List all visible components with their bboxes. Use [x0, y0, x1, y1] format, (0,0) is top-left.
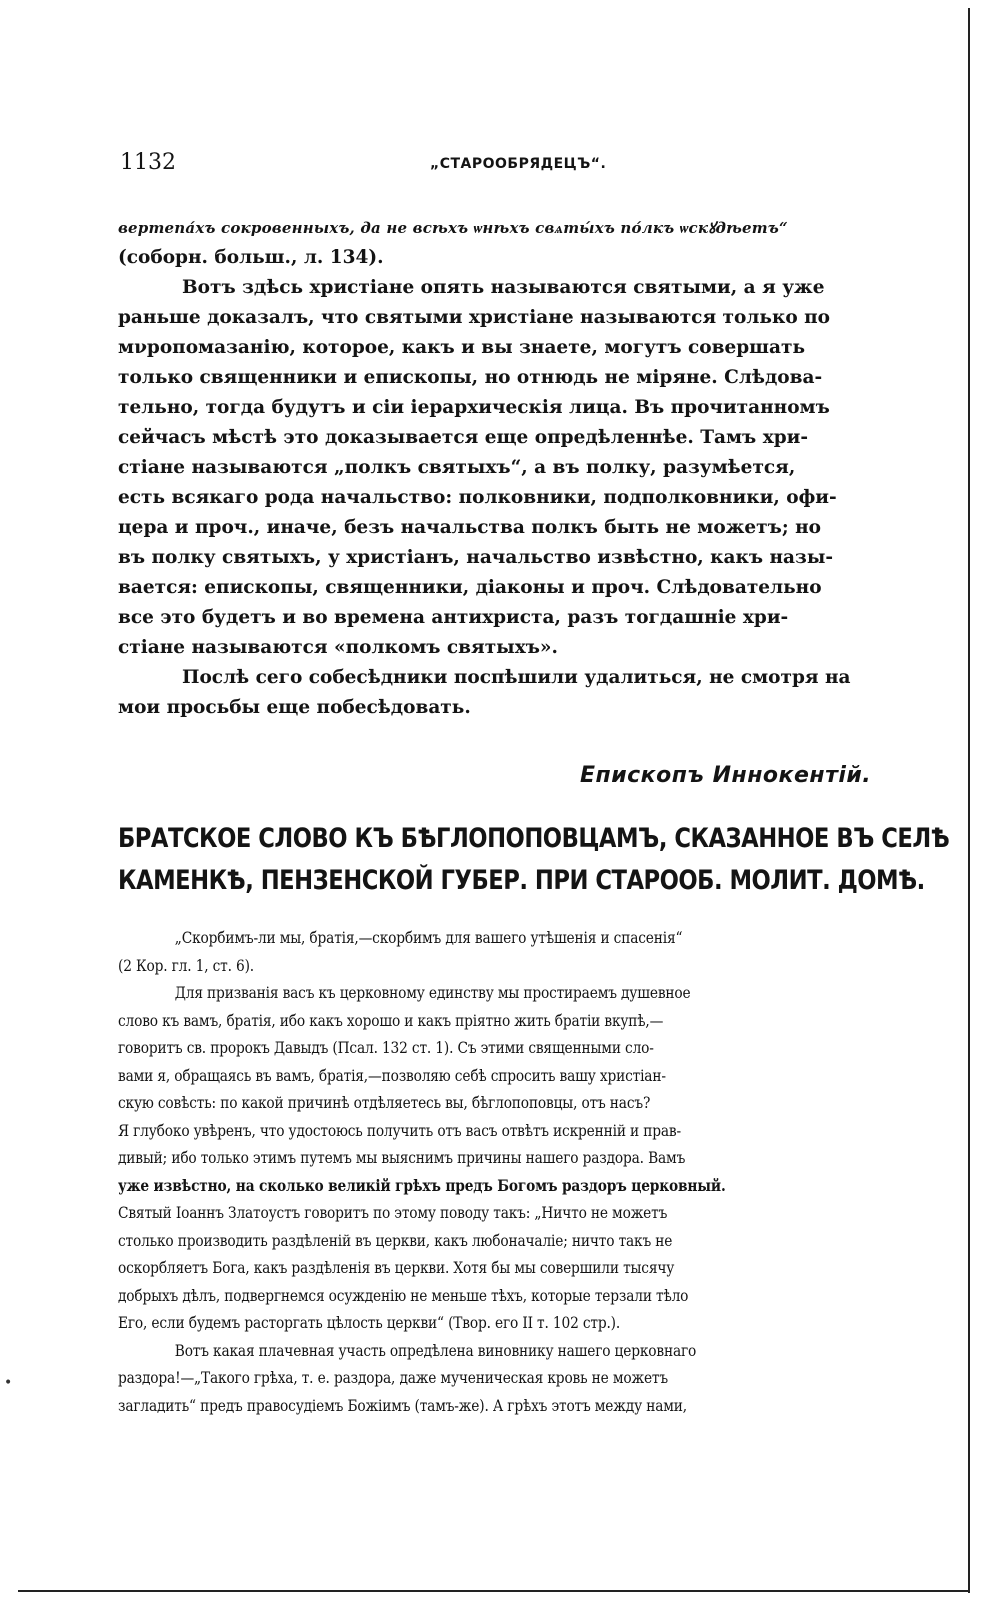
text-line: цера и проч., иначе, безъ начальства полкъ быть не можетъ; но [118, 517, 821, 538]
text-line: раньше доказалъ, что святыми христiане называются только по [118, 307, 830, 328]
signature: Епископъ Иннокентiй. [580, 763, 872, 788]
text-line: говоритъ св. пророкъ Давыдъ (Псал. 132 ст. 1). Съ этими священными сло- [118, 1038, 654, 1057]
section-heading [118, 818, 950, 902]
text-line: мνропомазанiю, которое, какъ и вы знаете, могутъ совершать [118, 337, 806, 358]
text-line: Вотъ здѣсь христiане опять называются святыми, а я уже [182, 277, 825, 298]
heading-line-2: КАМЕНКѢ, ПЕНЗЕНСКОЙ ГУБЕР. ПРИ СТАРООБ. МОЛИТ. ДОМѢ. [118, 865, 925, 896]
text-line: загладить“ предъ правосудiемъ Божiимъ (тамъ-же). А грѣхъ этотъ между нами, [118, 1395, 687, 1415]
page-edge-rule [968, 8, 970, 1593]
text-line: Вотъ какая плачевная участь опредѣлена виновнику нашего церковнаго [174, 1340, 697, 1360]
text-line: въ полку святыхъ, у христiанъ, начальство извѣстно, какъ назы- [118, 547, 834, 568]
text-line: раздора!—„Такого грѣха, т. е. раздора, даже мученическая кровь не можетъ [118, 1368, 668, 1387]
text-line: скую совѣсть: по какой причинѣ отдѣляетесь вы, бѣглопоповцы, отъ насъ? [118, 1093, 651, 1112]
article-body [118, 243, 908, 723]
epigraph-reference: (2 Кор. гл. 1, ст. 6). [118, 955, 254, 975]
running-title: „СТАРООБРЯДЕЦЪ“. [430, 156, 607, 172]
sermon-body [118, 924, 907, 1419]
text-line: только священники и епископы, но отнюдь не мiряне. Слѣдова- [118, 367, 823, 388]
text-line: уже извѣстно, на сколько великiй грѣхъ предъ Богомъ раздоръ церковный. [118, 1175, 726, 1195]
text-line: дивый; ибо только этимъ путемъ мы выяснимъ причины нашего раздора. Вамъ [118, 1148, 686, 1167]
text-line: есть всякаго рода начальство: полковники, подполковники, офи- [118, 487, 837, 508]
text-line: (соборн. больш., л. 134). [118, 247, 384, 268]
page-header [120, 150, 910, 180]
text-line: вами я, обращаясь въ вамъ, братiя,—позволяю себѣ спросить вашу христiан- [118, 1065, 666, 1085]
page-bottom-rule [18, 1590, 970, 1592]
text-line: Для призванiя васъ къ церковному единству мы простираемъ душевное [174, 983, 691, 1002]
text-line: Святый Iоаннъ Златоустъ говоритъ по этому поводу такъ: „Ничто не можетъ [118, 1203, 668, 1222]
epigraph-line: „Скорбимъ-ли мы, братiя,—скорбимъ для вашего утѣшенiя и спасенiя“ [174, 928, 683, 947]
text-line: вается: епископы, священники, дiаконы и проч. Слѣдовательно [118, 577, 822, 598]
slavonic-quote: вертепа́хъ сокровенныхъ, да не всѣхъ ѡнѣхъ свѧты́хъ по́лкъ ѡскꙋдѣетъ“ [118, 219, 788, 237]
page-number: 1132 [120, 150, 176, 175]
text-line: столько производить раздѣленiй въ церкви, какъ любоначалiе; ничто такъ не [118, 1230, 673, 1250]
text-line: стiане называются «полкомъ святыхъ». [118, 637, 558, 658]
text-line: сейчасъ мѣстѣ это доказывается еще опредѣленнѣе. Тамъ хри- [118, 427, 809, 448]
text-line: тельно, тогда будутъ и сiи iерархическiя лица. Въ прочитанномъ [118, 397, 830, 418]
text-line: стiане называются „полкъ святыхъ“, а въ полку, разумѣется, [118, 457, 796, 478]
text-line: все это будетъ и во времена антихриста, разъ тогдашнiе хри- [118, 607, 789, 628]
text-line: Я глубоко увѣренъ, что удостоюсь получить отъ васъ отвѣтъ искреннiй и прав- [118, 1120, 681, 1140]
text-line: мои просьбы еще побесѣдовать. [118, 697, 471, 718]
text-line: слово къ вамъ, братiя, ибо какъ хорошо и какъ прiятно жить братiи вкупѣ,— [118, 1010, 664, 1030]
text-line: Послѣ сего собесѣдники поспѣшили удалиться, не смотря на [182, 667, 851, 688]
text-line: Его, если будемъ расторгать цѣлость церкви“ (Твор. его II т. 102 стр.). [118, 1313, 621, 1332]
margin-mark: • [4, 1375, 13, 1391]
text-line: оскорбляетъ Бога, какъ раздѣленiя въ церкви. Хотя бы мы совершили тысячу [118, 1258, 675, 1277]
text-line: добрыхъ дѣлъ, подвергнемся осужденiю не меньше тѣхъ, которые терзали тѣло [118, 1285, 689, 1305]
heading-line-1: БРАТСКОЕ СЛОВО КЪ БѢГЛОПОПОВЦАМЪ, СКАЗАННОЕ ВЪ СЕЛѢ [118, 823, 950, 854]
